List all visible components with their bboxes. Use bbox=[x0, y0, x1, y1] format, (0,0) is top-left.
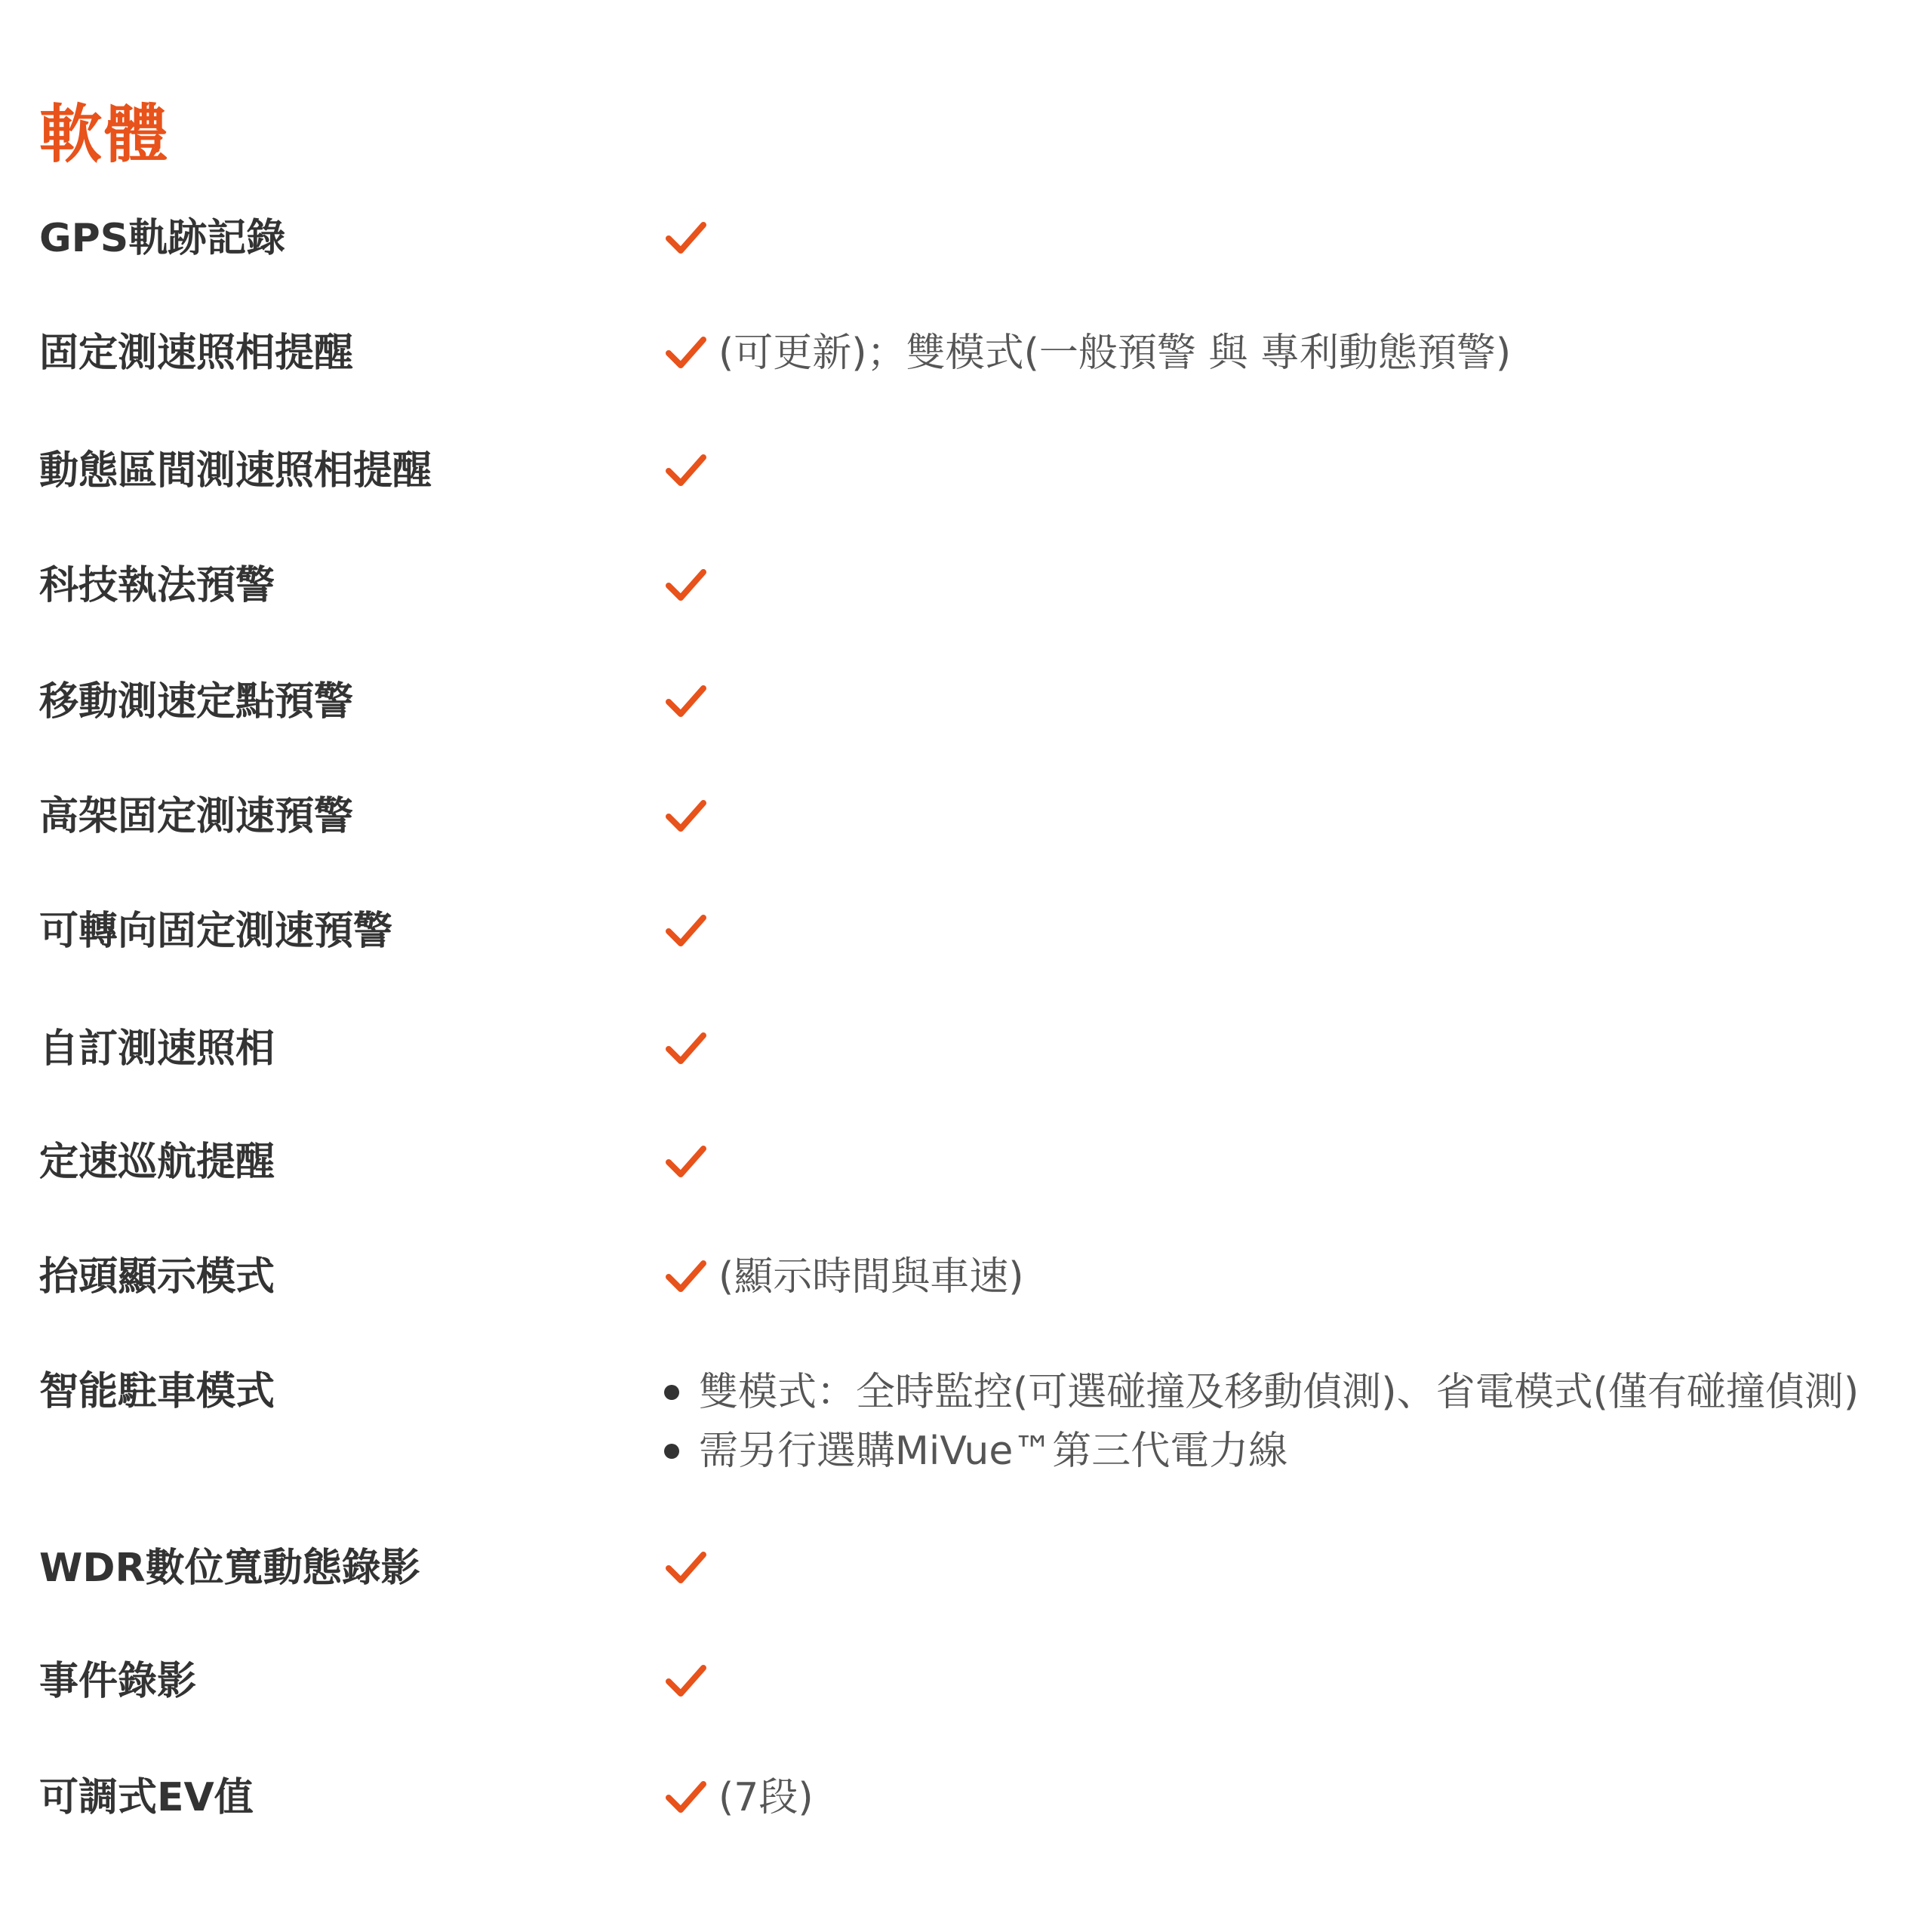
checkmark-icon bbox=[664, 217, 706, 260]
list-item bbox=[664, 1363, 1859, 1422]
spec-label: 高架固定測速預警 bbox=[39, 794, 354, 839]
spec-value bbox=[664, 1653, 706, 1710]
bullet-list bbox=[664, 1363, 1859, 1481]
checkmark-icon bbox=[664, 565, 706, 607]
spec-note: (7段) bbox=[718, 1775, 814, 1820]
checkmark-icon bbox=[664, 1028, 706, 1070]
spec-label: 可轉向固定測速預警 bbox=[39, 909, 393, 954]
checkmark-icon bbox=[664, 795, 706, 838]
checkmark-icon bbox=[664, 332, 706, 374]
bullet-text: 雙模式：全時監控(可選碰撞及移動偵測)、省電模式(僅有碰撞偵測) bbox=[699, 1370, 1860, 1415]
checkmark-icon bbox=[664, 1660, 706, 1703]
spec-label: 自訂測速照相 bbox=[39, 1026, 275, 1072]
spec-value bbox=[664, 1020, 706, 1078]
spec-label: WDR數位寬動態錄影 bbox=[39, 1546, 420, 1591]
bullet-dot bbox=[664, 1444, 679, 1459]
spec-value bbox=[664, 1540, 706, 1597]
spec-value bbox=[664, 1769, 814, 1826]
spec-label: GPS軌跡記錄 bbox=[39, 216, 286, 261]
spec-label: 事件錄影 bbox=[39, 1659, 197, 1704]
checkmark-icon bbox=[664, 1141, 706, 1183]
spec-value bbox=[664, 788, 706, 845]
spec-label: 定速巡航提醒 bbox=[39, 1140, 275, 1185]
spec-value bbox=[664, 903, 706, 960]
bullet-text: 需另行選購MiVue™第三代電力線 bbox=[699, 1429, 1288, 1474]
spec-label: 科技執法預警 bbox=[39, 563, 275, 608]
spec-value bbox=[664, 1134, 706, 1191]
section-title: 軟體 bbox=[39, 97, 170, 171]
spec-value bbox=[664, 442, 706, 500]
spec-label: 可調式EV值 bbox=[39, 1775, 254, 1820]
bullet-dot bbox=[664, 1385, 679, 1400]
spec-note: (顯示時間與車速) bbox=[718, 1254, 1024, 1300]
spec-label: 智能駐車模式 bbox=[39, 1369, 275, 1414]
spec-label: 動態區間測速照相提醒 bbox=[39, 448, 432, 494]
checkmark-icon bbox=[664, 910, 706, 952]
spec-note: (可更新)；雙模式(一般預警 與 專利動態預警) bbox=[718, 331, 1512, 376]
spec-value bbox=[664, 673, 706, 731]
list-item bbox=[664, 1422, 1859, 1481]
checkmark-icon bbox=[664, 1547, 706, 1589]
spec-value bbox=[664, 325, 1511, 382]
spec-label: 抬頭顯示模式 bbox=[39, 1254, 275, 1300]
spec-label: 移動測速定點預警 bbox=[39, 679, 354, 724]
spec-value bbox=[664, 557, 706, 614]
spec-label: 固定測速照相提醒 bbox=[39, 331, 354, 376]
spec-value bbox=[664, 1248, 1024, 1306]
checkmark-icon bbox=[664, 1256, 706, 1298]
checkmark-icon bbox=[664, 450, 706, 492]
spec-value bbox=[664, 210, 706, 267]
checkmark-icon bbox=[664, 681, 706, 723]
checkmark-icon bbox=[664, 1777, 706, 1819]
